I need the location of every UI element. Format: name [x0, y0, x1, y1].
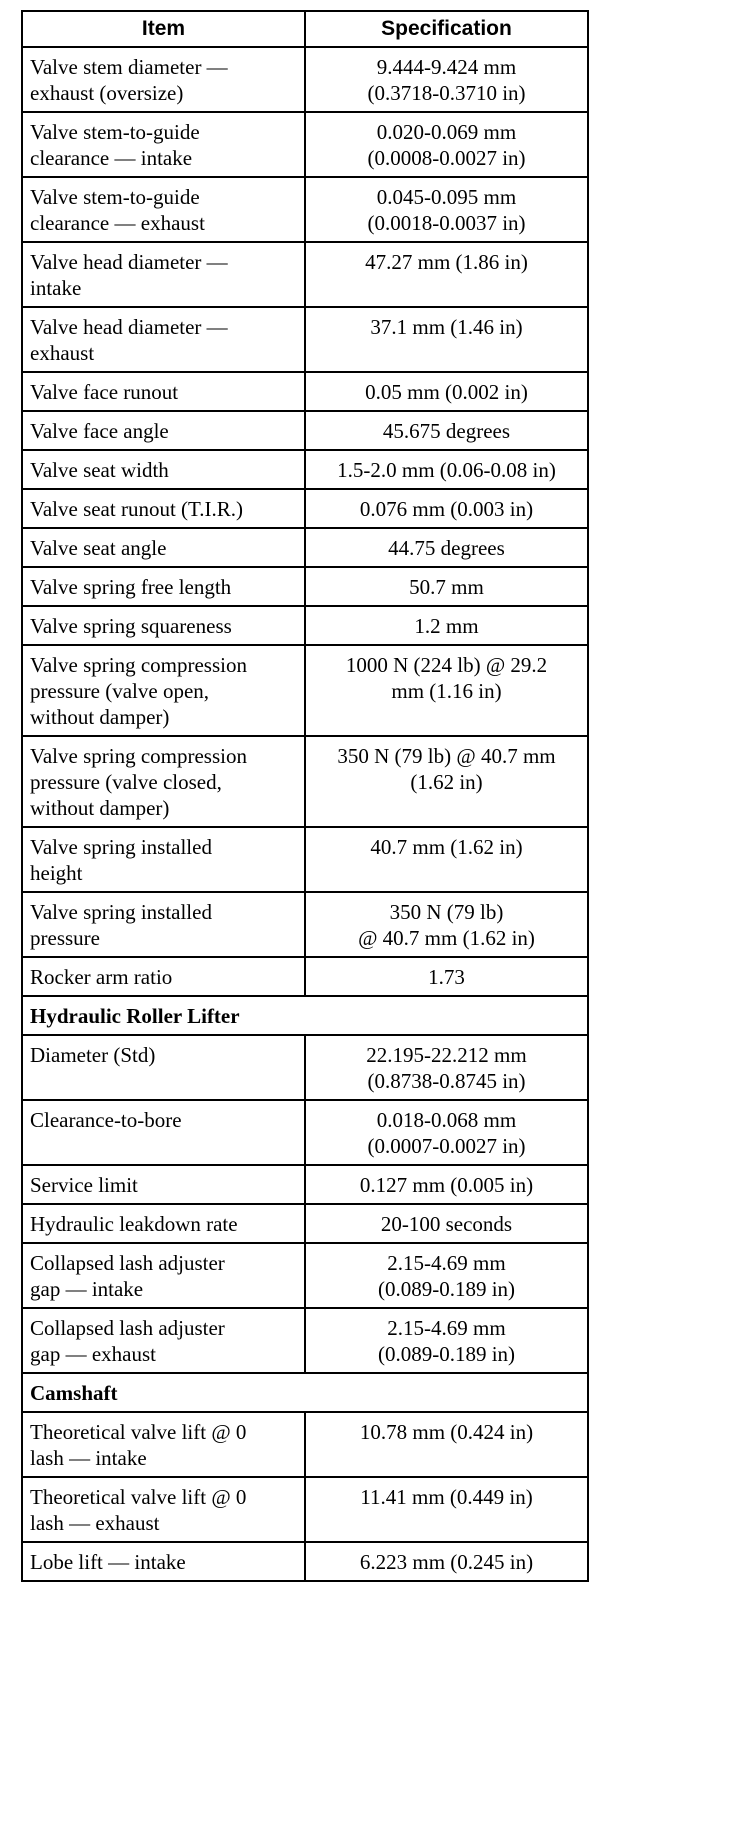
item-text-line: Valve stem-to-guide: [30, 120, 200, 144]
specification-text-line: 1.73: [428, 965, 465, 989]
table-row: [22, 957, 588, 996]
item-text-line: lash — exhaust: [30, 1511, 160, 1535]
specification-cell: [305, 1243, 588, 1308]
table-row: [22, 47, 588, 112]
section-title: Camshaft: [22, 1373, 588, 1412]
table-row: [22, 242, 588, 307]
item-text-line: Clearance-to-bore: [30, 1108, 182, 1132]
item-cell: [22, 606, 305, 645]
item-cell: [22, 372, 305, 411]
specification-cell: [305, 957, 588, 996]
item-text-line: without damper): [30, 705, 170, 729]
table-row: [22, 1100, 588, 1165]
specification-text-line: 6.223 mm (0.245 in): [359, 1550, 534, 1574]
specification-text-line: 0.018-0.068 mm: [376, 1108, 517, 1132]
table-row: [22, 450, 588, 489]
specification-cell: [305, 177, 588, 242]
specification-text-line: (0.089-0.189 in): [377, 1277, 516, 1301]
item-text-line: Valve spring installed: [30, 835, 212, 859]
specification-cell: [305, 242, 588, 307]
item-text-line: Valve spring installed: [30, 900, 212, 924]
specification-text-line: 10.78 mm (0.424 in): [359, 1420, 534, 1444]
item-cell: [22, 489, 305, 528]
table-row: [22, 112, 588, 177]
specification-text-line: mm (1.16 in): [391, 679, 502, 703]
specification-cell: [305, 1412, 588, 1477]
section-header-row: [22, 1373, 588, 1412]
item-text-line: Theoretical valve lift @ 0: [30, 1420, 247, 1444]
item-cell: [22, 1477, 305, 1542]
item-cell: [22, 177, 305, 242]
item-text-line: clearance — intake: [30, 146, 193, 170]
item-text-line: Collapsed lash adjuster: [30, 1316, 225, 1340]
specification-text-line: (0.0018-0.0037 in): [367, 211, 526, 235]
item-cell: [22, 1035, 305, 1100]
specification-cell: [305, 528, 588, 567]
item-cell: [22, 957, 305, 996]
item-text-line: Hydraulic leakdown rate: [30, 1212, 238, 1236]
specification-cell: [305, 645, 588, 736]
specification-text-line: (0.3718-0.3710 in): [367, 81, 526, 105]
item-text-line: pressure (valve open,: [30, 679, 210, 703]
item-cell: [22, 1243, 305, 1308]
item-text-line: lash — intake: [30, 1446, 147, 1470]
item-cell: [22, 112, 305, 177]
item-cell: [22, 1204, 305, 1243]
table-header-row: [22, 11, 588, 47]
specification-text-line: 2.15-4.69 mm: [387, 1251, 506, 1275]
item-text-line: intake: [30, 276, 82, 300]
item-text-line: Valve spring squareness: [30, 614, 232, 638]
item-text-line: Collapsed lash adjuster: [30, 1251, 225, 1275]
item-text-line: exhaust (oversize): [30, 81, 184, 105]
item-text-line: Valve stem diameter —: [30, 55, 228, 79]
specification-cell: [305, 827, 588, 892]
specification-text-line: 37.1 mm (1.46 in): [370, 315, 523, 339]
specification-text-line: 0.076 mm (0.003 in): [359, 497, 534, 521]
item-text-line: pressure (valve closed,: [30, 770, 222, 794]
table-row: [22, 372, 588, 411]
item-text-line: Valve seat angle: [30, 536, 167, 560]
specification-cell: [305, 307, 588, 372]
specification-cell: [305, 1308, 588, 1373]
item-text-line: without damper): [30, 796, 170, 820]
column-header-item: Item: [22, 11, 305, 47]
item-text-line: exhaust: [30, 341, 95, 365]
item-cell: [22, 1165, 305, 1204]
item-cell: [22, 307, 305, 372]
specification-cell: [305, 1204, 588, 1243]
table-row: [22, 1165, 588, 1204]
item-text-line: Valve face runout: [30, 380, 179, 404]
item-cell: [22, 1308, 305, 1373]
item-text-line: Valve seat width: [30, 458, 169, 482]
specification-text-line: 350 N (79 lb): [389, 900, 504, 924]
item-text-line: Lobe lift — intake: [30, 1550, 186, 1574]
specification-cell: [305, 606, 588, 645]
item-text-line: Valve face angle: [30, 419, 169, 443]
table-body: [22, 47, 588, 1581]
specification-cell: [305, 1542, 588, 1581]
specification-cell: [305, 47, 588, 112]
specification-cell: [305, 372, 588, 411]
table-row: [22, 528, 588, 567]
table-row: [22, 1308, 588, 1373]
table-row: [22, 892, 588, 957]
table-row: [22, 177, 588, 242]
item-cell: [22, 47, 305, 112]
specification-text-line: 9.444-9.424 mm: [376, 55, 517, 79]
specification-text-line: 20-100 seconds: [380, 1212, 513, 1236]
item-text-line: Valve head diameter —: [30, 250, 228, 274]
item-text-line: Valve spring compression: [30, 744, 247, 768]
item-text-line: Valve seat runout (T.I.R.): [30, 497, 244, 521]
item-text-line: Valve spring free length: [30, 575, 232, 599]
item-text-line: gap — exhaust: [30, 1342, 156, 1366]
specification-text-line: 1000 N (224 lb) @ 29.2: [345, 653, 548, 677]
table-row: [22, 645, 588, 736]
item-text-line: Valve head diameter —: [30, 315, 228, 339]
specification-text-line: 47.27 mm (1.86 in): [365, 250, 528, 274]
item-cell: [22, 567, 305, 606]
specification-cell: [305, 892, 588, 957]
table-row: [22, 1204, 588, 1243]
specification-cell: [305, 450, 588, 489]
specification-text-line: 1.5-2.0 mm (0.06-0.08 in): [337, 458, 556, 482]
item-cell: [22, 827, 305, 892]
item-cell: [22, 645, 305, 736]
item-text-line: height: [30, 861, 83, 885]
item-cell: [22, 736, 305, 827]
specification-text-line: 0.020-0.069 mm: [376, 120, 517, 144]
table-row: [22, 567, 588, 606]
section-header-row: [22, 996, 588, 1035]
specification-text-line: 40.7 mm (1.62 in): [370, 835, 523, 859]
table-row: [22, 489, 588, 528]
specification-text-line: 45.675 degrees: [382, 419, 511, 443]
table-row: [22, 1243, 588, 1308]
table-row: [22, 1035, 588, 1100]
specification-cell: [305, 567, 588, 606]
section-title: Hydraulic Roller Lifter: [22, 996, 588, 1035]
item-cell: [22, 892, 305, 957]
item-text-line: Theoretical valve lift @ 0: [30, 1485, 247, 1509]
specification-text-line: 1.2 mm: [414, 614, 479, 638]
item-cell: [22, 242, 305, 307]
table-row: [22, 307, 588, 372]
item-cell: [22, 450, 305, 489]
item-cell: [22, 1542, 305, 1581]
specification-table: [21, 10, 589, 1582]
specification-text-line: (0.8738-0.8745 in): [367, 1069, 526, 1093]
table-row: [22, 736, 588, 827]
table-row: [22, 1477, 588, 1542]
specification-text-line: (0.0008-0.0027 in): [367, 146, 526, 170]
specification-text-line: 22.195-22.212 mm: [366, 1043, 527, 1067]
specification-cell: [305, 112, 588, 177]
specification-text-line: 0.05 mm (0.002 in): [365, 380, 528, 404]
item-text-line: Diameter (Std): [30, 1043, 156, 1067]
specification-text-line: 11.41 mm (0.449 in): [360, 1485, 533, 1509]
specification-cell: [305, 1165, 588, 1204]
item-text-line: Service limit: [30, 1173, 138, 1197]
item-cell: [22, 1100, 305, 1165]
item-text-line: clearance — exhaust: [30, 211, 205, 235]
specification-text-line: 0.045-0.095 mm: [376, 185, 517, 209]
item-cell: [22, 411, 305, 450]
item-cell: [22, 528, 305, 567]
item-text-line: gap — intake: [30, 1277, 144, 1301]
specification-cell: [305, 736, 588, 827]
specification-text-line: (1.62 in): [410, 770, 483, 794]
table-row: [22, 1542, 588, 1581]
specification-text-line: @ 40.7 mm (1.62 in): [358, 926, 535, 950]
specification-cell: [305, 411, 588, 450]
table-row: [22, 827, 588, 892]
specification-text-line: 0.127 mm (0.005 in): [359, 1173, 534, 1197]
table-row: [22, 606, 588, 645]
specification-cell: [305, 489, 588, 528]
column-header-specification: Specification: [305, 11, 588, 47]
specification-text-line: 2.15-4.69 mm: [387, 1316, 506, 1340]
specification-text-line: (0.089-0.189 in): [377, 1342, 516, 1366]
table-row: [22, 1412, 588, 1477]
item-text-line: Rocker arm ratio: [30, 965, 173, 989]
item-cell: [22, 1412, 305, 1477]
item-text-line: Valve spring compression: [30, 653, 247, 677]
specification-cell: [305, 1100, 588, 1165]
specification-cell: [305, 1035, 588, 1100]
specification-text-line: 44.75 degrees: [388, 536, 505, 560]
specification-cell: [305, 1477, 588, 1542]
specification-text-line: (0.0007-0.0027 in): [367, 1134, 526, 1158]
item-text-line: pressure: [30, 926, 100, 950]
table-row: [22, 411, 588, 450]
specification-text-line: 50.7 mm: [409, 575, 484, 599]
item-text-line: Valve stem-to-guide: [30, 185, 200, 209]
specification-text-line: 350 N (79 lb) @ 40.7 mm: [337, 744, 556, 768]
